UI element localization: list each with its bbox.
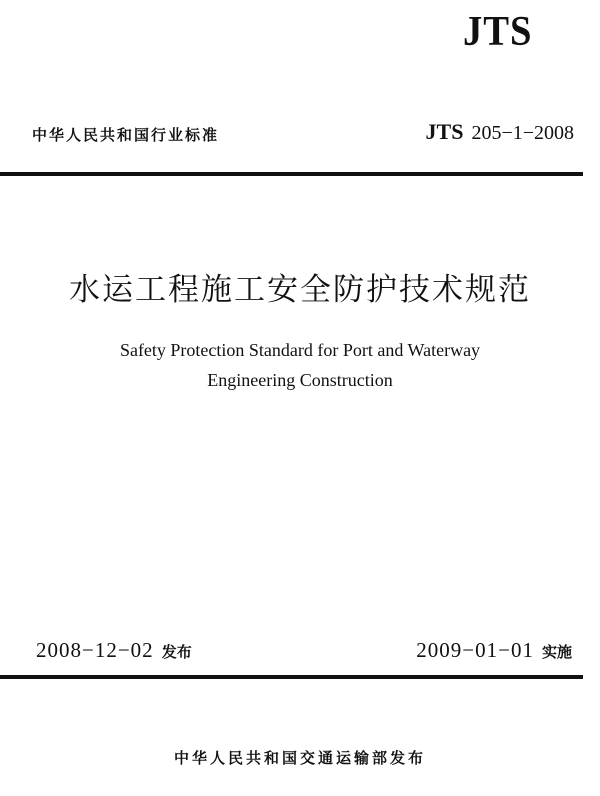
document-title-chinese: 水运工程施工安全防护技术规范	[69, 272, 531, 308]
standard-code	[426, 119, 574, 145]
implementation-date: 2009−01−01	[416, 638, 534, 662]
implementation-date-block	[416, 638, 572, 663]
document-title-english-line2: Engineering Construction	[207, 370, 393, 390]
top-divider	[0, 172, 583, 176]
issue-date: 2008−12−02	[36, 638, 154, 662]
document-title-english-line1: Safety Protection Standard for Port and Waterway	[119, 340, 481, 360]
bottom-divider	[0, 675, 583, 679]
issue-date-block	[36, 638, 192, 663]
jts-logo: JTS	[462, 9, 532, 55]
standard-type: 中华人民共和国行业标准	[32, 126, 220, 144]
publisher: 中华人民共和国交通运输部发布	[173, 749, 426, 767]
standard-code-number: 205−1−2008	[471, 122, 574, 144]
implementation-label: 实施	[541, 643, 572, 661]
issue-label: 发布	[161, 643, 192, 661]
standard-code-prefix: JTS	[425, 119, 464, 144]
